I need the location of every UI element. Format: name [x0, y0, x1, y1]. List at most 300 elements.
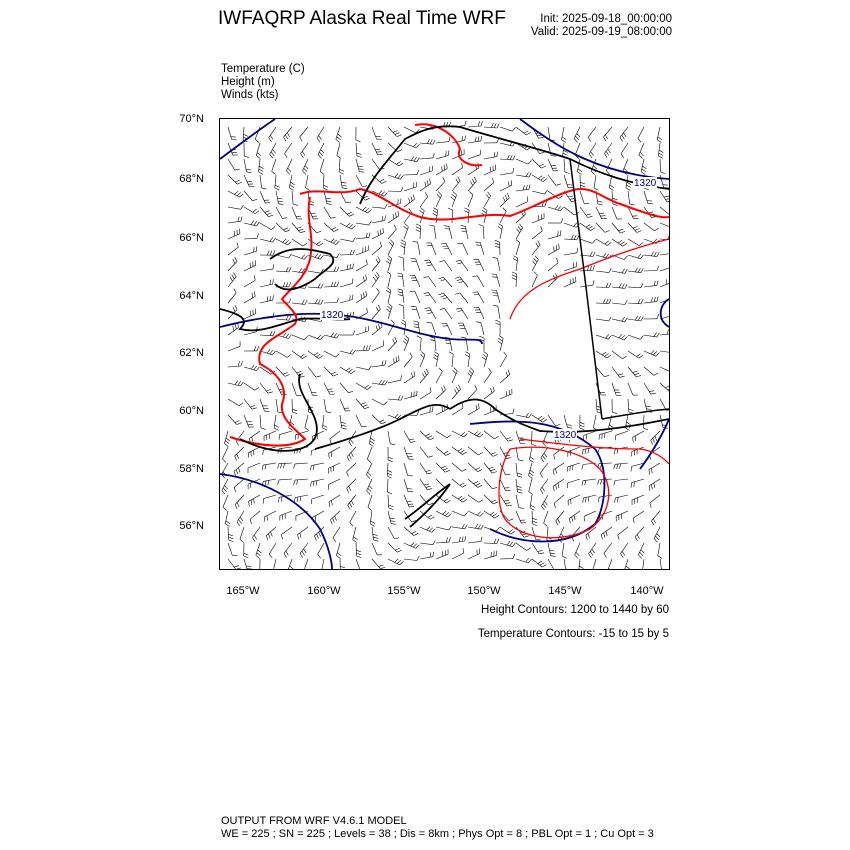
wind-barb-flag — [618, 535, 620, 540]
wind-barb-shaft — [468, 155, 480, 159]
wind-barb-flag — [641, 268, 643, 272]
wind-barb-flag — [572, 517, 573, 522]
wind-barb-shaft — [330, 511, 340, 520]
wind-barb-flag — [482, 357, 486, 360]
wind-barb-flag — [499, 336, 503, 339]
wind-barb-flag — [376, 326, 378, 331]
wind-barb-flag — [235, 169, 240, 170]
wind-barb-flag — [326, 412, 331, 413]
wind-barb-flag — [347, 265, 348, 270]
wind-barb-shaft — [461, 308, 468, 319]
wind-barb-shaft — [564, 559, 566, 569]
wind-barb-flag — [654, 332, 657, 336]
wind-barb-flag — [363, 346, 364, 351]
wind-barb-flag — [497, 539, 499, 544]
wind-barb-flag — [657, 333, 660, 337]
wind-barb-flag — [317, 242, 321, 245]
wind-barb-flag — [483, 354, 487, 357]
wind-barb-flag — [533, 524, 538, 526]
wind-barb-flag — [530, 508, 534, 510]
wind-barb-shaft — [615, 479, 628, 481]
wind-barb-flag — [346, 223, 350, 226]
wind-barb-shaft — [579, 559, 580, 569]
wind-barb-flag — [540, 152, 545, 153]
wind-barb-flag — [395, 414, 398, 418]
wind-barb-flag — [475, 524, 478, 528]
wind-barb-flag — [576, 552, 580, 556]
wind-barb-flag — [559, 244, 560, 249]
wind-barb-shaft — [269, 543, 276, 554]
wind-barb-shaft — [350, 511, 356, 522]
wind-barb-flag — [323, 428, 328, 430]
wind-barb-shaft — [420, 447, 428, 457]
wind-barb-shaft — [541, 447, 548, 458]
wind-barb-shaft — [516, 202, 528, 208]
wind-barb-flag — [318, 255, 321, 259]
wind-barb-flag — [604, 154, 607, 158]
wind-barb-flag — [604, 553, 607, 557]
wind-barb-flag — [571, 235, 573, 240]
wind-barb-flag — [641, 299, 643, 304]
wind-barb-flag — [239, 403, 243, 406]
wind-barb-flag — [624, 256, 627, 260]
wind-barb-shaft — [292, 191, 293, 204]
wind-barb-shaft — [276, 271, 289, 272]
wind-barb-flag — [653, 519, 655, 524]
wind-barb-shaft — [252, 527, 260, 538]
wind-barb-shaft — [500, 495, 507, 506]
wind-barb-shaft — [468, 447, 478, 455]
wind-barb-flag — [479, 434, 483, 437]
wind-barb-flag — [411, 442, 416, 443]
wind-barb-flag — [559, 196, 563, 199]
wind-barb-flag — [353, 537, 357, 540]
wind-barb-shaft — [228, 346, 240, 351]
height-contours-legend: Height Contours: 1200 to 1440 by 60 — [481, 604, 669, 616]
wind-barb-shaft — [644, 302, 657, 303]
wind-barb-flag — [285, 240, 289, 243]
wind-barb-flag — [446, 453, 451, 455]
wind-barb-shaft — [280, 511, 292, 516]
wind-barb-flag — [353, 330, 355, 335]
wind-barb-shaft — [529, 479, 532, 492]
wind-barb-flag — [495, 320, 500, 322]
wind-barb-flag — [461, 337, 466, 338]
wind-barb-flag — [313, 465, 314, 470]
wind-barb-flag — [479, 500, 483, 503]
wind-barb-shaft — [292, 335, 304, 340]
wind-barb-flag — [462, 524, 465, 528]
wind-barb-shaft — [632, 495, 644, 500]
wind-barb-flag — [474, 481, 478, 483]
wind-barb-flag — [290, 566, 294, 569]
wind-barb-flag — [228, 534, 233, 536]
wind-barb-flag — [633, 518, 634, 523]
temperature-contours — [230, 124, 669, 537]
wind-barb-flag — [252, 437, 253, 442]
wind-barb-flag — [283, 333, 286, 337]
wind-barb-flag — [284, 137, 286, 141]
wind-barb-flag — [613, 198, 618, 199]
wind-barb-shaft — [468, 195, 473, 207]
height-contour-southeast-arc — [470, 422, 604, 542]
wind-barb-shaft — [228, 399, 239, 406]
wind-barb-flag — [567, 428, 572, 429]
wind-barb-flag — [352, 226, 356, 229]
wind-barb-flag — [334, 282, 336, 287]
wind-barb-flag — [337, 334, 340, 338]
wind-barb-shaft — [564, 159, 565, 172]
wind-barb-flag — [329, 453, 330, 458]
wind-barb-flag — [259, 172, 263, 174]
wind-barb-flag — [641, 317, 644, 321]
wind-barb-flag — [237, 182, 242, 184]
wind-barb-shaft — [292, 207, 297, 219]
wind-barb-flag — [551, 156, 556, 157]
wind-barb-flag — [599, 435, 600, 440]
wind-barb-flag — [531, 505, 535, 508]
wind-barb-flag — [575, 136, 578, 140]
wind-barb-flag — [422, 373, 424, 377]
wind-barb-flag — [462, 403, 463, 408]
wind-barb-flag — [442, 407, 443, 412]
wind-barbs — [222, 121, 669, 569]
wind-barb-flag — [658, 137, 662, 140]
wind-barb-flag — [282, 218, 287, 219]
wind-barb-flag — [575, 555, 579, 559]
wind-barb-flag — [476, 405, 477, 410]
wind-barb-flag — [653, 352, 657, 356]
wind-barb-flag — [317, 335, 320, 339]
wind-barb-shaft — [483, 226, 484, 239]
wind-barb-flag — [398, 276, 403, 277]
wind-barb-shaft — [516, 127, 526, 135]
wind-barb-shaft — [436, 182, 445, 191]
wind-barb-flag — [398, 174, 401, 178]
wind-barb-shaft — [356, 207, 368, 213]
wind-barb-shaft — [228, 175, 237, 184]
wind-barb-flag — [387, 476, 392, 478]
wind-barb-flag — [447, 435, 451, 438]
wind-barb-flag — [638, 555, 641, 559]
wind-barb-flag — [526, 172, 529, 176]
wind-barb-flag — [639, 355, 643, 358]
wind-barb-flag — [604, 375, 609, 377]
wind-barb-shaft — [651, 511, 660, 521]
wind-barb-flag — [337, 267, 339, 272]
wind-barb-flag — [347, 212, 352, 214]
wind-barb-flag — [256, 555, 260, 558]
wind-barb-flag — [472, 179, 474, 183]
wind-barb-flag — [540, 473, 543, 477]
map-canvas — [220, 119, 669, 569]
wind-barb-flag — [633, 371, 638, 373]
wind-barb-flag — [250, 519, 252, 524]
wind-barb-flag — [235, 324, 236, 329]
wind-barb-flag — [342, 428, 347, 429]
wind-barb-shaft — [436, 142, 449, 143]
wind-barb-shaft — [284, 127, 292, 137]
wind-barb-flag — [624, 133, 627, 137]
wind-barb-flag — [346, 368, 350, 371]
wind-barb-shaft — [340, 283, 353, 287]
wind-barb-flag — [538, 241, 541, 245]
wind-barb-flag — [507, 505, 512, 506]
wind-barb-flag — [440, 308, 445, 309]
wind-barb-shaft — [404, 357, 412, 367]
wind-barb-shaft — [436, 409, 448, 415]
wind-barb-shaft — [329, 447, 340, 453]
wind-barb-flag — [458, 311, 463, 312]
wind-barb-flag — [482, 210, 486, 213]
wind-barb-flag — [585, 480, 586, 485]
wind-barb-flag — [654, 252, 656, 256]
wind-barb-flag — [303, 356, 307, 359]
wind-barb-flag — [449, 352, 453, 354]
wind-barb-flag — [400, 562, 404, 565]
wind-barb-flag — [443, 468, 448, 470]
wind-barb-shaft — [340, 207, 349, 216]
wind-barb-flag — [510, 155, 512, 160]
wind-barb-flag — [580, 422, 585, 424]
wind-barb-shaft — [228, 415, 237, 425]
wind-barb-flag — [625, 318, 628, 322]
wind-barb-flag — [459, 281, 464, 283]
wind-barb-shaft — [286, 159, 292, 171]
wind-barb-flag — [445, 512, 449, 515]
wind-barb-shaft — [500, 198, 509, 207]
wind-barb-flag — [285, 154, 288, 158]
wind-barb-flag — [382, 181, 386, 183]
wind-barb-shaft — [263, 463, 276, 465]
wind-barb-shaft — [228, 127, 232, 140]
wind-barb-flag — [255, 260, 256, 265]
wind-barb-flag — [592, 240, 595, 244]
wind-barb-flag — [490, 469, 495, 471]
wind-barb-shaft — [452, 168, 463, 175]
wind-barb-flag — [464, 434, 468, 437]
wind-barb-flag — [444, 499, 448, 502]
wind-barb-flag — [479, 225, 484, 227]
wind-barb-shaft — [658, 543, 660, 556]
wind-barb-flag — [569, 518, 570, 523]
wind-barb-flag — [235, 421, 240, 423]
wind-barb-flag — [506, 458, 511, 459]
wind-barb-shaft — [420, 392, 431, 399]
wind-barb-flag — [532, 521, 537, 523]
wind-barb-shaft — [372, 527, 374, 540]
lon-label-140w: 140°W — [630, 585, 664, 597]
wind-barb-flag — [666, 199, 670, 200]
wind-barb-flag — [274, 428, 278, 430]
wind-barb-shaft — [339, 159, 340, 172]
wind-barb-flag — [657, 252, 659, 256]
wind-barb-shaft — [292, 383, 296, 395]
wind-barb-flag — [386, 290, 390, 293]
wind-barb-flag — [641, 283, 643, 288]
wind-barb-flag — [541, 418, 545, 421]
wind-barb-shaft — [250, 511, 260, 519]
wind-barb-shaft — [548, 543, 551, 556]
wind-barb-flag — [532, 518, 537, 520]
wind-barb-flag — [529, 185, 530, 190]
height-contour-labels — [320, 177, 657, 441]
wind-barb-flag — [539, 553, 544, 554]
wind-barb-flag — [284, 553, 287, 557]
wind-barb-flag — [486, 194, 489, 198]
height-label-1: 1320 — [321, 310, 344, 321]
wind-barb-flag — [639, 155, 643, 159]
wind-barb-flag — [365, 198, 370, 200]
wind-barb-shaft — [516, 243, 520, 255]
wind-barb-flag — [635, 316, 638, 320]
wind-barb-flag — [530, 457, 534, 460]
init-time: Init: 2025-09-18_00:00:00 — [540, 13, 672, 25]
wind-barb-flag — [427, 489, 432, 490]
wind-barb-flag — [377, 272, 380, 276]
wind-barb-flag — [477, 512, 481, 516]
wind-barb-shaft — [516, 214, 526, 223]
wind-barb-flag — [377, 288, 380, 292]
wind-barb-flag — [449, 137, 450, 142]
wind-barb-shaft — [615, 463, 628, 464]
wind-barb-flag — [641, 550, 644, 554]
wind-barb-shaft — [452, 181, 460, 191]
wind-barb-shaft — [596, 399, 597, 412]
wind-barb-flag — [427, 139, 429, 144]
wind-barb-flag — [426, 369, 428, 373]
wind-barb-flag — [657, 534, 660, 538]
wind-barb-flag — [370, 438, 374, 441]
wind-barb-shaft — [356, 237, 369, 239]
wind-barb-shaft — [548, 559, 554, 569]
wind-barb-flag — [311, 482, 312, 487]
wind-barb-shaft — [244, 559, 248, 569]
wind-barb-flag — [449, 526, 452, 530]
wind-barb-shaft — [244, 383, 255, 390]
wind-barb-flag — [465, 355, 469, 358]
wind-barb-flag — [283, 463, 285, 468]
wind-barb-flag — [591, 228, 595, 231]
wind-barb-flag — [357, 556, 362, 558]
wind-barb-shaft — [644, 271, 657, 272]
wind-barb-flag — [606, 531, 607, 536]
wind-barb-flag — [337, 282, 339, 287]
wind-barb-flag — [437, 194, 440, 198]
wind-barb-flag — [318, 155, 321, 159]
wind-barb-shaft — [583, 479, 596, 481]
wind-barb-flag — [509, 182, 510, 187]
wind-barb-flag — [347, 488, 349, 493]
wind-barb-flag — [577, 235, 579, 240]
wind-barb-flag — [609, 268, 611, 272]
wind-barb-shaft — [372, 127, 377, 139]
wind-barb-flag — [400, 246, 404, 248]
wind-barb-flag — [541, 226, 542, 231]
wind-barb-flag — [359, 172, 364, 173]
wind-barb-flag — [622, 356, 626, 359]
wind-barb-flag — [488, 192, 491, 196]
wind-barb-flag — [270, 296, 271, 301]
wind-barb-shaft — [564, 282, 576, 287]
wind-barb-shaft — [639, 143, 644, 155]
wind-barb-flag — [403, 341, 407, 345]
wind-barb-flag — [554, 503, 556, 508]
wind-barb-shaft — [615, 495, 628, 498]
wind-barb-shaft — [633, 511, 644, 518]
wind-barb-flag — [605, 241, 609, 244]
wind-barb-flag — [445, 340, 450, 341]
wind-barb-shaft — [449, 226, 452, 239]
wind-barb-shaft — [548, 263, 558, 271]
wind-barb-shaft — [612, 287, 625, 288]
wind-barb-flag — [340, 566, 345, 568]
wind-barb-flag — [269, 215, 274, 217]
wind-barb-flag — [365, 208, 369, 211]
wind-barb-flag — [267, 349, 270, 353]
wind-barb-shaft — [431, 243, 436, 255]
wind-barb-shaft — [436, 527, 449, 530]
wind-barb-flag — [618, 240, 622, 243]
wind-barb-flag — [336, 556, 340, 559]
wind-barb-flag — [434, 354, 438, 357]
wind-barb-shaft — [554, 495, 564, 503]
wind-barb-flag — [534, 258, 537, 262]
wind-barb-flag — [223, 507, 227, 511]
wind-barb-flag — [593, 266, 595, 271]
wind-barb-flag — [374, 540, 379, 541]
wind-barb-flag — [508, 440, 513, 441]
wind-barb-flag — [349, 214, 354, 216]
wind-barb-flag — [433, 208, 437, 210]
wind-barb-flag — [588, 216, 593, 217]
wind-barb-flag — [241, 205, 244, 209]
wind-barb-flag — [385, 204, 387, 208]
wind-barb-flag — [527, 548, 531, 551]
wind-barb-flag — [275, 185, 280, 187]
wind-barb-flag — [444, 386, 446, 391]
wind-barb-flag — [557, 258, 559, 263]
wind-barb-flag — [495, 515, 499, 518]
wind-barb-shaft — [580, 207, 588, 218]
wind-barb-flag — [353, 350, 356, 354]
wind-barb-flag — [239, 520, 242, 524]
wind-barb-flag — [592, 549, 595, 553]
wind-barb-shaft — [388, 431, 390, 444]
wind-barb-flag — [420, 354, 424, 357]
wind-barb-shaft — [660, 559, 662, 569]
wind-barb-flag — [492, 293, 497, 294]
wind-barb-flag — [460, 483, 464, 486]
wind-barb-shaft — [304, 559, 308, 569]
wind-barb-shaft — [356, 415, 362, 427]
wind-barb-flag — [304, 168, 308, 172]
wind-barb-flag — [388, 304, 392, 307]
wind-barb-flag — [456, 179, 459, 183]
wind-barb-shaft — [366, 463, 372, 475]
wind-barb-shaft — [340, 383, 349, 393]
wind-barb-flag — [387, 306, 391, 309]
wind-barb-flag — [615, 498, 616, 503]
wind-barb-flag — [409, 198, 410, 203]
wind-barb-flag — [382, 216, 383, 221]
wind-barb-flag — [404, 338, 408, 341]
wind-barb-shaft — [548, 159, 553, 171]
wind-barb-flag — [305, 428, 309, 431]
wind-barb-flag — [473, 276, 478, 277]
wind-barb-shaft — [596, 287, 609, 288]
lat-label-60n: 60°N — [179, 405, 204, 417]
